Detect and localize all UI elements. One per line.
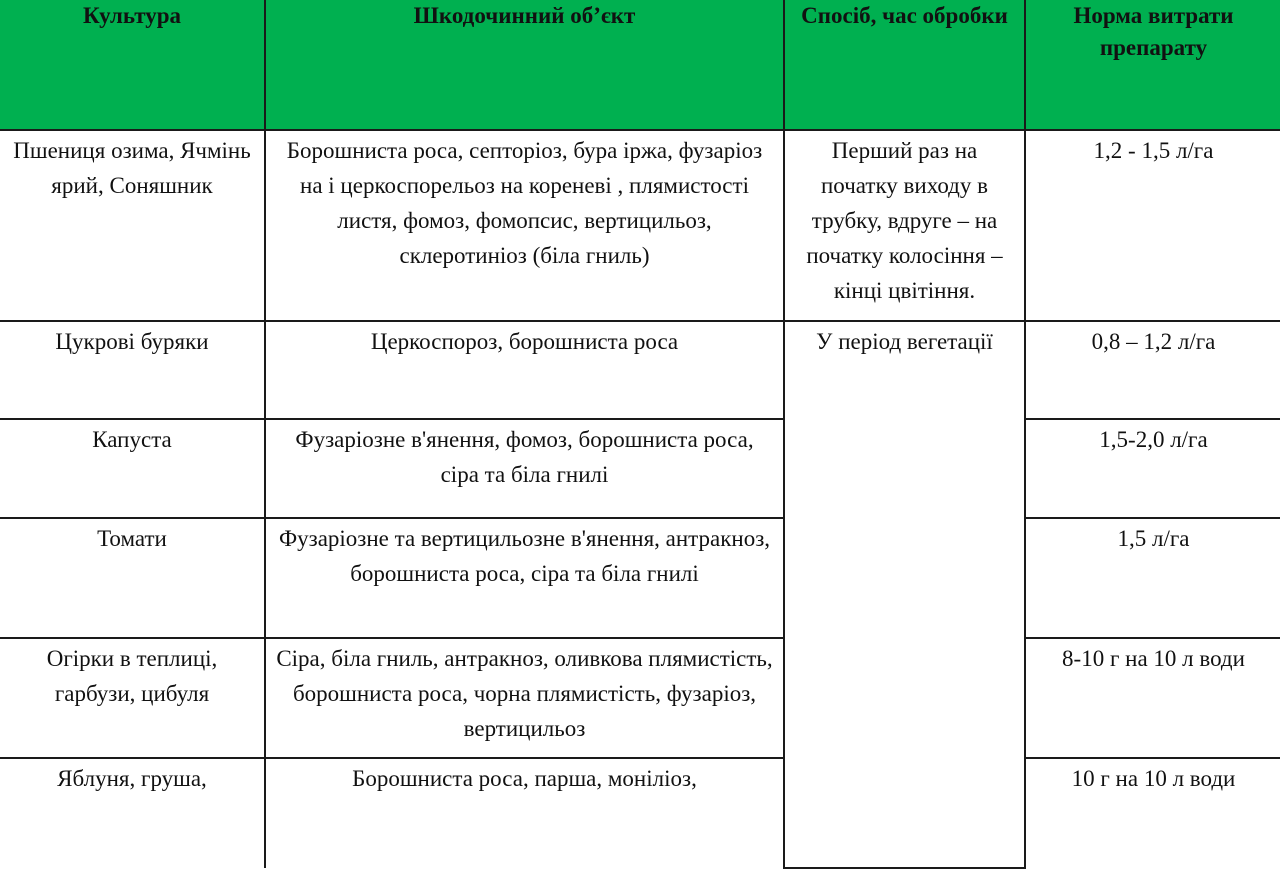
cell-target: Фузаріозне в'янення, фомоз, борошниста роса, сіра та біла гнилі <box>265 419 784 518</box>
header-target: Шкодочинний об’єкт <box>265 0 784 130</box>
cell-rate: 0,8 – 1,2 л/га <box>1025 321 1280 419</box>
cell-rate: 1,2 - 1,5 л/га <box>1025 130 1280 321</box>
cell-target: Борошниста роса, парша, моніліоз, <box>265 758 784 868</box>
table-row <box>0 419 1280 518</box>
table-row <box>0 130 1280 321</box>
cell-target: Борошниста роса, септоріоз, бура іржа, фузаріоз на і церкоспорельоз на кореневі , плямистості листя, фомоз, фомопсис, вертицильоз, склеротиніоз (біла гниль) <box>265 130 784 321</box>
table-row <box>0 321 1280 419</box>
cell-rate: 8-10 г на 10 л води <box>1025 638 1280 758</box>
table-row <box>0 518 1280 638</box>
cell-crop: Пшениця озима, Ячмінь ярий, Соняшник <box>0 130 265 321</box>
cell-crop: Капуста <box>0 419 265 518</box>
cell-target: Сіра, біла гниль, антракноз, оливкова плямистість, борошниста роса, чорна плямистість, фузаріоз, вертицильоз <box>265 638 784 758</box>
header-rate: Норма витрати препарату <box>1025 0 1280 130</box>
cell-target: Фузаріозне та вертицильозне в'янення, антракноз, борошниста роса, сіра та біла гнилі <box>265 518 784 638</box>
cell-rate: 10 г на 10 л води <box>1025 758 1280 868</box>
cell-crop: Яблуня, груша, <box>0 758 265 868</box>
cell-crop: Огірки в теплиці, гарбузи, цибуля <box>0 638 265 758</box>
table-row <box>0 758 1280 868</box>
cell-crop: Томати <box>0 518 265 638</box>
cell-target: Церкоспороз, борошниста роса <box>265 321 784 419</box>
table-row <box>0 638 1280 758</box>
header-method: Спосіб, час обробки <box>784 0 1025 130</box>
cell-method: Перший раз на початку виходу в трубку, вдруге – на початку колосіння – кінці цвітіння. <box>784 130 1025 321</box>
table-header-row <box>0 0 1280 130</box>
cell-method: У період вегетації <box>784 321 1025 868</box>
cell-rate: 1,5 л/га <box>1025 518 1280 638</box>
header-crop: Культура <box>0 0 265 130</box>
cell-rate: 1,5-2,0 л/га <box>1025 419 1280 518</box>
cell-crop: Цукрові буряки <box>0 321 265 419</box>
